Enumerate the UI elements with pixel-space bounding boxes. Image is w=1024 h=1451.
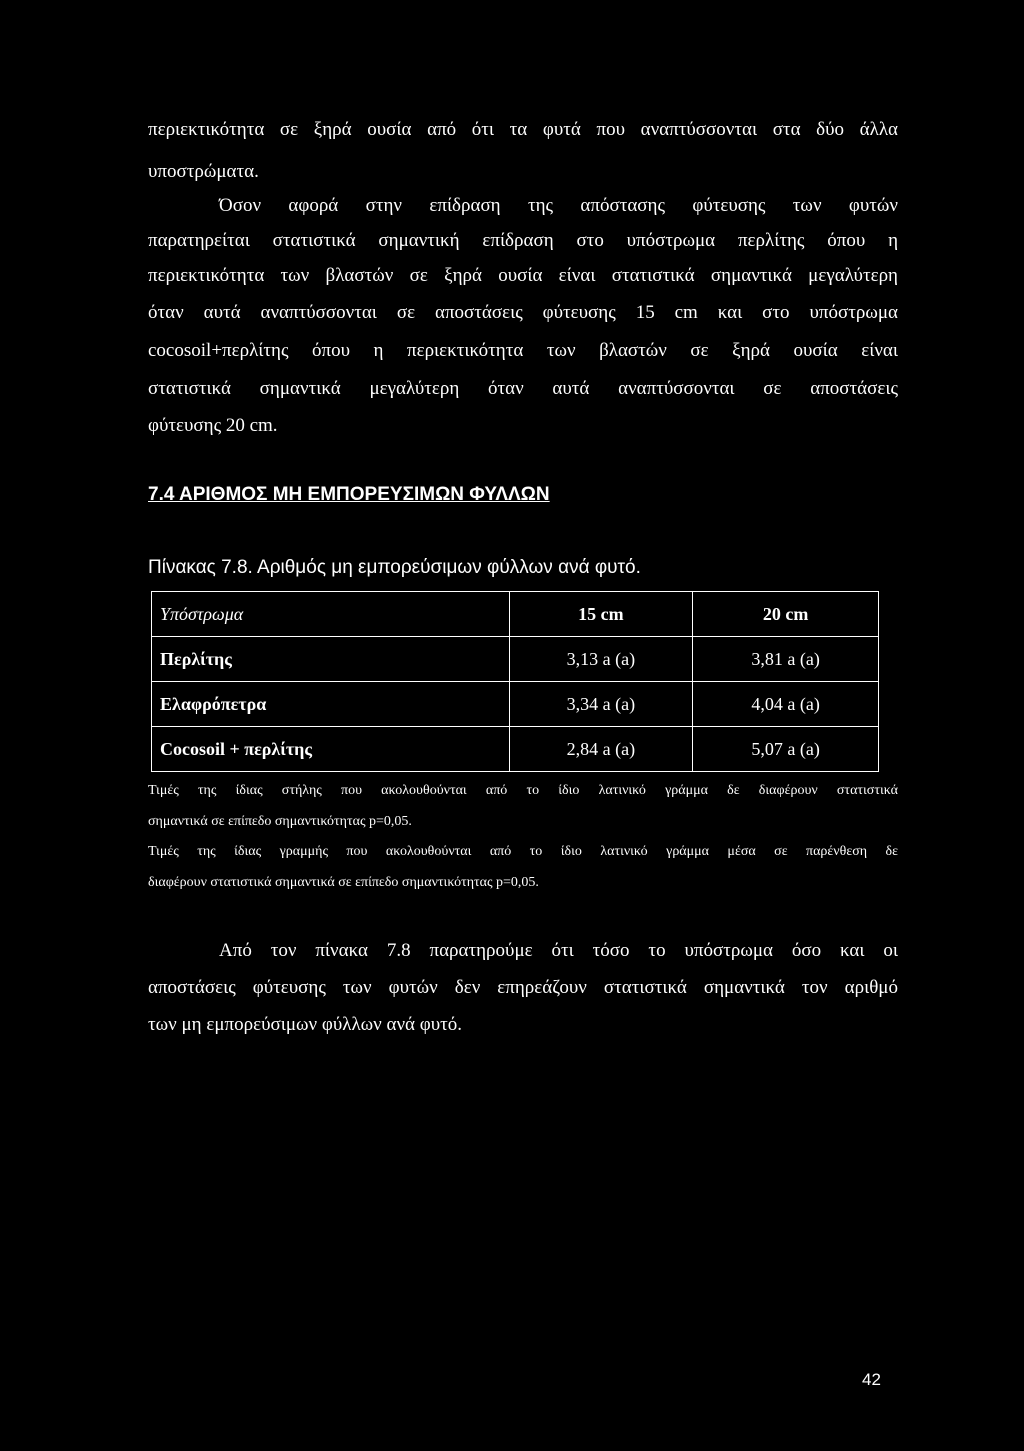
substrate-cell: Cocosoil + περλίτης bbox=[152, 727, 510, 772]
text-line: στατιστικά σημαντικά μεγαλύτερη όταν αυτά αναπτύσσονται σε αποστάσεις bbox=[148, 378, 898, 399]
note-line: Τιμές της ίδιας στήλης που ακολουθούνται από το ίδιο λατινικό γράμμα δε διαφέρουν στατιστικά bbox=[148, 783, 898, 798]
header-20cm: 20 cm bbox=[693, 592, 879, 637]
value-15cm-cell: 3,34 a (a) bbox=[509, 682, 693, 727]
value-20cm-cell: 3,81 a (a) bbox=[693, 637, 879, 682]
text-line: περιεκτικότητα των βλαστών σε ξηρά ουσία είναι στατιστικά σημαντικά μεγαλύτερη bbox=[148, 265, 898, 286]
table-row bbox=[152, 727, 879, 772]
value-20cm-cell: 5,07 a (a) bbox=[693, 727, 879, 772]
text-line: υποστρώματα. bbox=[148, 161, 259, 182]
table-caption: Πίνακας 7.8. Αριθμός μη εμπορεύσιμων φύλλων ανά φυτό. bbox=[148, 557, 641, 578]
page-number: 42 bbox=[862, 1370, 881, 1389]
value-20cm-cell: 4,04 a (a) bbox=[693, 682, 879, 727]
note-line: Τιμές της ίδιας γραμμής που ακολουθούνται από το ίδιο λατινικό γράμμα μέσα σε παρένθεση δε bbox=[148, 844, 898, 859]
text-line: Όσον αφορά στην επίδραση της απόστασης φύτευσης των φυτών bbox=[219, 195, 898, 216]
substrate-cell: Ελαφρόπετρα bbox=[152, 682, 510, 727]
text-line: των μη εμπορεύσιμων φύλλων ανά φυτό. bbox=[148, 1014, 463, 1035]
header-15cm: 15 cm bbox=[509, 592, 693, 637]
substrate-cell: Περλίτης bbox=[152, 637, 510, 682]
value-15cm-cell: 2,84 a (a) bbox=[509, 727, 693, 772]
table-row bbox=[152, 637, 879, 682]
text-line: όταν αυτά αναπτύσσονται σε αποστάσεις φύτευσης 15 cm και στο υπόστρωμα bbox=[148, 302, 898, 323]
table-header-row bbox=[152, 592, 879, 637]
text-line: Από τον πίνακα 7.8 παρατηρούμε ότι τόσο το υπόστρωμα όσο και οι bbox=[219, 940, 898, 961]
text-line: cocosoil+περλίτης όπου η περιεκτικότητα των βλαστών σε ξηρά ουσία είναι bbox=[148, 340, 898, 361]
data-table bbox=[151, 591, 879, 772]
note-line: σημαντικά σε επίπεδο σημαντικότητας p=0,05. bbox=[148, 814, 412, 829]
table-row bbox=[152, 682, 879, 727]
header-substrate: Υπόστρωμα bbox=[152, 592, 510, 637]
text-line: περιεκτικότητα σε ξηρά ουσία από ότι τα φυτά που αναπτύσσονται στα δύο άλλα bbox=[148, 119, 898, 140]
text-line: παρατηρείται στατιστικά σημαντική επίδραση στο υπόστρωμα περλίτης όπου η bbox=[148, 230, 898, 251]
section-heading: 7.4 ΑΡΙΘΜΟΣ ΜΗ ΕΜΠΟΡΕΥΣΙΜΩΝ ΦΥΛΛΩΝ bbox=[148, 484, 550, 505]
text-line: αποστάσεις φύτευσης των φυτών δεν επηρεάζουν στατιστικά σημαντικά τον αριθμό bbox=[148, 977, 898, 998]
note-line: διαφέρουν στατιστικά σημαντικά σε επίπεδο σημαντικότητας p=0,05. bbox=[148, 875, 539, 890]
text-line: φύτευσης 20 cm. bbox=[148, 415, 278, 436]
value-15cm-cell: 3,13 a (a) bbox=[509, 637, 693, 682]
